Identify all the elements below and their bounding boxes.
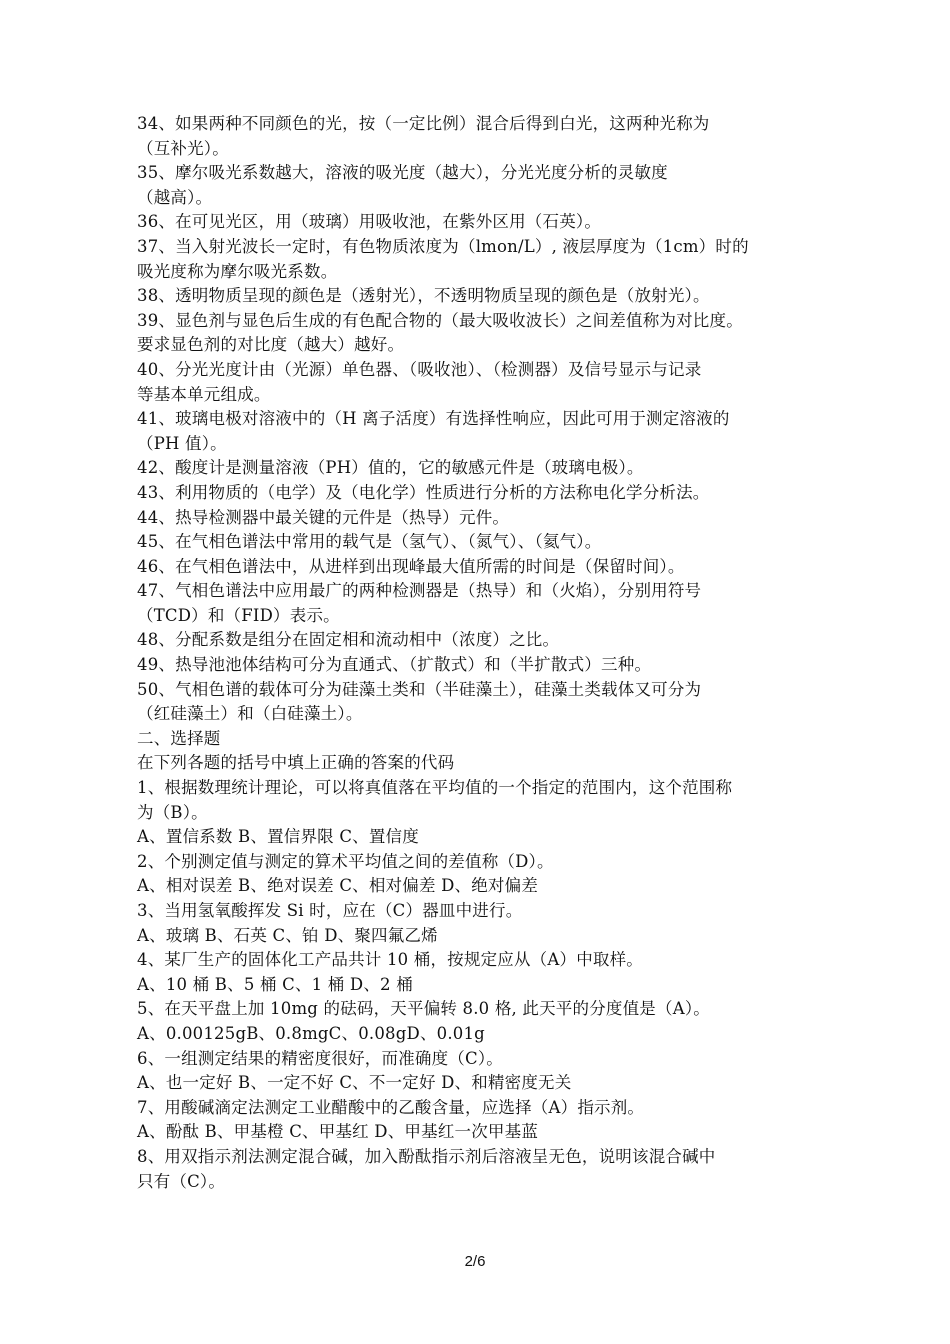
text-line: 50、气相色谱的载体可分为硅藻土类和（半硅藻土），硅藻土类载体又可分为 — [137, 679, 702, 699]
text-line: 47、气相色谱法中应用最广的两种检测器是（热导）和（火焰），分别用符号 — [137, 581, 702, 601]
text-line: 5、在天平盘上加 10mg 的砝码，天平偏转 8.0 格, 此天平的分度值是（A）。 — [137, 999, 710, 1019]
text-line: 44、热导检测器中最关键的元件是（热导）元件。 — [137, 507, 510, 527]
text-line: 41、玻璃电极对溶液中的（H 离子活度）有选择性响应，因此可用于测定溶液的 — [137, 409, 730, 429]
text-line: 二、选择题 — [137, 728, 221, 748]
text-line: 等基本单元组成。 — [137, 384, 271, 404]
text-line: 39、显色剂与显色后生成的有色配合物的（最大吸收波长）之间差值称为对比度。 — [137, 310, 743, 330]
text-line: A、置信系数 B、置信界限 C、置信度 — [137, 827, 419, 847]
text-line: 34、如果两种不同颜色的光，按（一定比例）混合后得到白光，这两种光称为 — [137, 114, 710, 133]
text-line: 3、当用氢氧酸挥发 Si 时，应在（C）器皿中进行。 — [137, 901, 523, 920]
text-line: A、0.00125gB、0.8mgC、0.08gD、0.01g — [137, 1023, 485, 1043]
text-line: 43、利用物质的（电学）及（电化学）性质进行分析的方法称电化学分析法。 — [137, 482, 710, 502]
text-line: 35、摩尔吸光系数越大，溶液的吸光度（越大），分光光度分析的灵敏度 — [137, 163, 668, 183]
text-line: 8、用双指示剂法测定混合碱，加入酚酞指示剂后溶液呈无色，说明该混合碱中 — [137, 1146, 716, 1166]
text-line: 36、在可见光区，用（玻璃）用吸收池，在紫外区用（石英）。 — [137, 212, 602, 232]
text-line: （越高）。 — [137, 187, 213, 207]
text-line: （PH 值）。 — [137, 433, 227, 453]
text-line: 6、一组测定结果的精密度很好，而准确度（C）。 — [137, 1048, 503, 1068]
document-body — [137, 112, 837, 1194]
text-line: 要求显色剂的对比度（越大）越好。 — [137, 335, 405, 355]
text-line: 只有（C）。 — [137, 1171, 226, 1191]
text-line: 在下列各题的括号中填上正确的答案的代码 — [137, 753, 455, 773]
text-line: （互补光）。 — [137, 138, 229, 158]
text-line: 37、当入射光波长一定时，有色物质浓度为（lmon/L）, 液层厚度为（1cm）时的 — [137, 236, 749, 256]
text-line: A、玻璃 B、石英 C、铂 D、聚四氟乙烯 — [137, 925, 438, 945]
text-line: 1、根据数理统计理论，可以将真值落在平均值的一个指定的范围内，这个范围称 — [137, 778, 733, 798]
text-line: 4、某厂生产的固体化工产品共计 10 桶，按规定应从（A）中取样。 — [137, 950, 643, 970]
text-line: （TCD）和（FID）表示。 — [137, 605, 340, 625]
text-line: A、相对误差 B、绝对误差 C、相对偏差 D、绝对偏差 — [137, 876, 539, 896]
text-line: A、10 桶 B、5 桶 C、1 桶 D、2 桶 — [137, 974, 413, 994]
text-line: 40、分光光度计由（光源）单色器、（吸收池）、（检测器）及信号显示与记录 — [137, 359, 702, 379]
text-line: A、酚酞 B、甲基橙 C、甲基红 D、甲基红一次甲基蓝 — [137, 1122, 539, 1142]
text-line: A、也一定好 B、一定不好 C、不一定好 D、和精密度无关 — [137, 1073, 572, 1093]
text-line: 49、热导池池体结构可分为直通式、（扩散式）和（半扩散式）三种。 — [137, 655, 652, 675]
text-line: 2、个别测定值与测定的算术平均值之间的差值称（D）。 — [137, 851, 554, 871]
text-line: 42、酸度计是测量溶液（PH）值的，它的敏感元件是（玻璃电极）。 — [137, 458, 644, 478]
text-line: 38、透明物质呈现的颜色是（透射光），不透明物质呈现的颜色是（放射光）。 — [137, 286, 710, 306]
text-line: 48、分配系数是组分在固定相和流动相中（浓度）之比。 — [137, 630, 560, 650]
page-number: 2/6 — [464, 1253, 486, 1270]
text-line: 46、在气相色谱法中，从进样到出现峰最大值所需的时间是（保留时间）。 — [137, 556, 685, 576]
text-line: 45、在气相色谱法中常用的载气是（氢气）、（氮气）、（氦气）。 — [137, 532, 602, 552]
text-line: 吸光度称为摩尔吸光系数。 — [137, 261, 338, 281]
text-line: 为（B）。 — [137, 802, 208, 822]
text-line: 7、用酸碱滴定法测定工业醋酸中的乙酸含量，应选择（A）指示剂。 — [137, 1097, 645, 1117]
text-line: （红硅藻土）和（白硅藻土）。 — [137, 704, 363, 724]
